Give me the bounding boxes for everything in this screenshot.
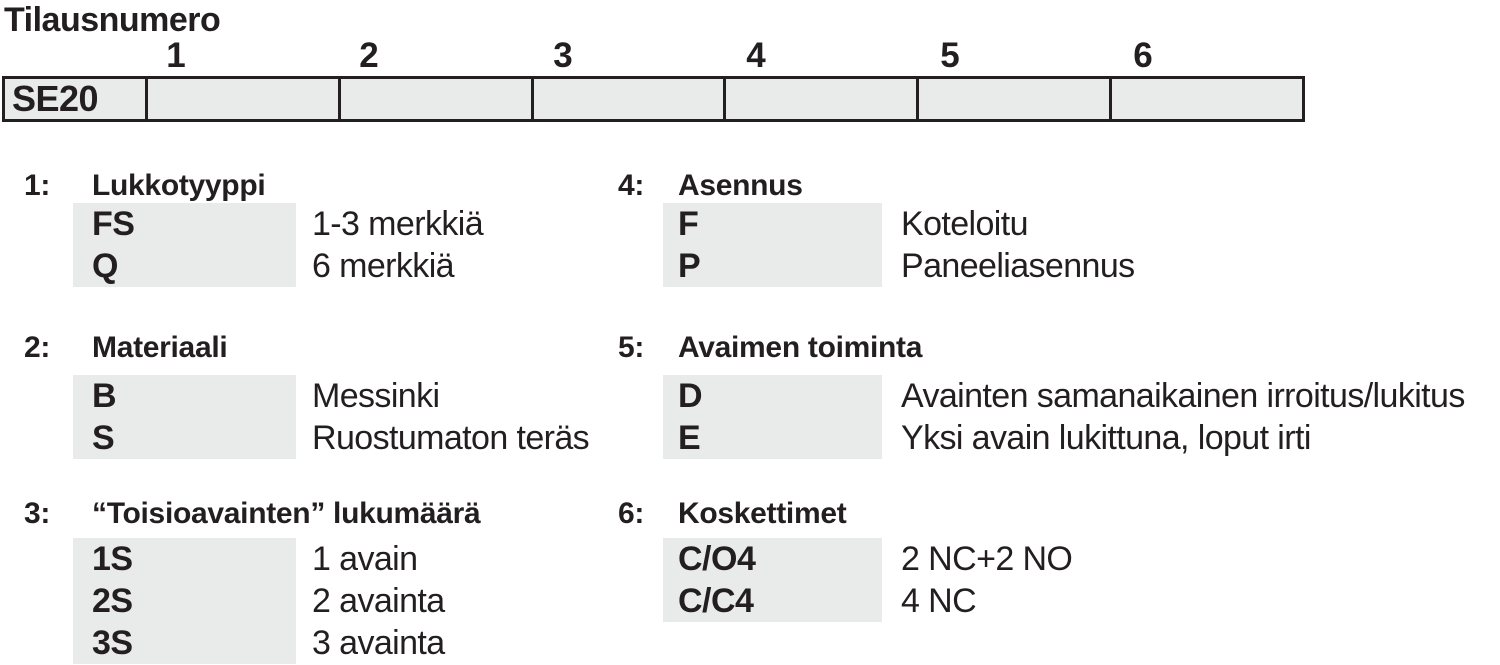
code-value: B bbox=[73, 375, 296, 417]
code-description: Koteloitu bbox=[901, 204, 1028, 243]
code-description: 1 avain bbox=[312, 539, 418, 578]
section-avaimen-toiminta bbox=[618, 330, 1465, 459]
code-description: 4 NC bbox=[901, 581, 977, 620]
code-row bbox=[73, 375, 589, 417]
code-row bbox=[73, 203, 483, 245]
code-description: 1-3 merkkiä bbox=[312, 204, 484, 243]
code-value: S bbox=[73, 417, 296, 459]
section-number: 6: bbox=[618, 497, 645, 530]
section-number: 4: bbox=[618, 169, 645, 202]
page-title: Tilausnumero bbox=[4, 1, 221, 39]
section-number: 3: bbox=[24, 497, 51, 530]
code-description: Paneeliasennus bbox=[901, 246, 1135, 285]
order-prefix-cell: SE20 bbox=[5, 79, 145, 119]
order-field-cell-5 bbox=[916, 79, 1109, 119]
order-field-cell-6 bbox=[1109, 79, 1302, 119]
position-label-6: 6 bbox=[1133, 36, 1153, 75]
code-description: Yksi avain lukittuna, loput irti bbox=[901, 418, 1311, 457]
order-field-cell-2 bbox=[338, 79, 531, 119]
code-row bbox=[663, 417, 1465, 459]
code-description: 6 merkkiä bbox=[312, 246, 454, 285]
section-lukkotyyppi bbox=[24, 168, 483, 287]
code-value: P bbox=[663, 245, 882, 287]
code-value: C/O4 bbox=[663, 538, 882, 580]
code-value: 3S bbox=[73, 622, 296, 664]
section-title: “Toisioavainten” lukumäärä bbox=[92, 497, 481, 530]
code-row bbox=[663, 245, 1135, 287]
code-value: 2S bbox=[73, 580, 296, 622]
code-description: 3 avainta bbox=[312, 623, 445, 662]
code-value: 1S bbox=[73, 538, 296, 580]
order-field-cell-4 bbox=[723, 79, 916, 119]
code-description: 2 NC+2 NO bbox=[901, 539, 1073, 578]
code-row bbox=[73, 245, 483, 287]
code-description: Avainten samanaikainen irroitus/lukitus bbox=[901, 376, 1465, 415]
section-materiaali bbox=[24, 330, 589, 459]
code-row bbox=[73, 417, 589, 459]
position-label-1: 1 bbox=[166, 36, 186, 75]
section-title: Avaimen toiminta bbox=[678, 331, 923, 364]
position-label-3: 3 bbox=[553, 36, 573, 75]
code-description: Ruostumaton teräs bbox=[312, 418, 590, 457]
code-description: 2 avainta bbox=[312, 581, 445, 620]
position-label-4: 4 bbox=[746, 36, 766, 75]
code-row bbox=[663, 580, 1072, 622]
code-row bbox=[663, 203, 1135, 245]
section-title: Koskettimet bbox=[678, 497, 847, 530]
code-row bbox=[73, 538, 480, 580]
section-title: Asennus bbox=[678, 169, 803, 202]
section-number: 5: bbox=[618, 331, 645, 364]
section-toisioavainten-lukumaara bbox=[24, 496, 480, 664]
order-field-cell-3 bbox=[531, 79, 724, 119]
order-code-bar bbox=[2, 76, 1305, 122]
section-asennus bbox=[618, 168, 1135, 287]
code-value: F bbox=[663, 203, 882, 245]
code-row bbox=[73, 580, 480, 622]
position-label-5: 5 bbox=[940, 36, 960, 75]
section-koskettimet bbox=[618, 496, 1072, 622]
section-title: Lukkotyyppi bbox=[92, 169, 266, 202]
code-value: D bbox=[663, 375, 882, 417]
section-number: 2: bbox=[24, 331, 51, 364]
code-value: Q bbox=[73, 245, 296, 287]
section-title: Materiaali bbox=[92, 331, 228, 364]
code-description: Messinki bbox=[312, 376, 440, 415]
code-value: FS bbox=[73, 203, 296, 245]
order-field-cell-1 bbox=[145, 79, 338, 119]
code-row bbox=[73, 622, 480, 664]
section-number: 1: bbox=[24, 169, 51, 202]
code-value: C/C4 bbox=[663, 580, 882, 622]
position-label-2: 2 bbox=[359, 36, 379, 75]
code-value: E bbox=[663, 417, 882, 459]
code-row bbox=[663, 375, 1465, 417]
code-row bbox=[663, 538, 1072, 580]
